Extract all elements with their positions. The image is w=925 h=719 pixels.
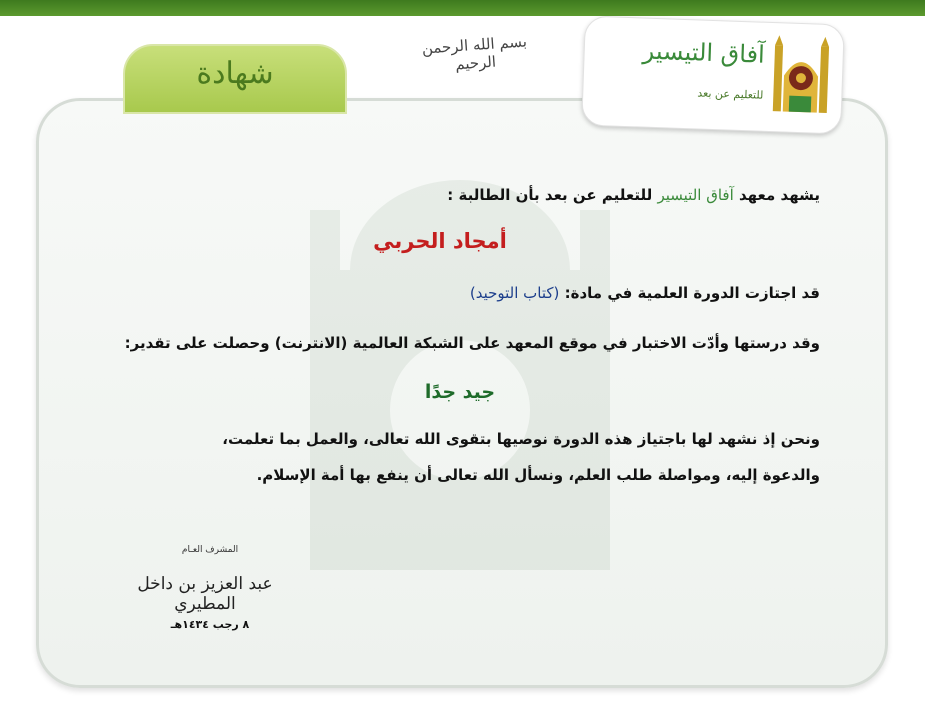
course-prefix: قد اجتازت الدورة العلمية في مادة: — [564, 284, 820, 302]
certifies-line — [60, 186, 820, 204]
student-name: أمجاد الحربي — [373, 229, 507, 253]
top-green-bar — [0, 0, 925, 16]
basmala: بسم الله الرحمن الرحيم — [421, 32, 528, 74]
signature-name: عبد العزيز بن داخل المطيري — [137, 574, 273, 614]
inline-institute-name: آفاق التيسير — [657, 186, 734, 204]
logo-tagline: للتعليم عن بعد — [697, 86, 764, 102]
course-subject: (كتاب التوحيد) — [469, 284, 560, 302]
certificate-tab — [123, 44, 347, 114]
logo-name: آفاق التيسير — [642, 36, 766, 69]
certifies-suffix: للتعليم عن بعد بأن الطالبة : — [447, 186, 653, 204]
certifies-prefix: يشهد معهد — [738, 186, 820, 204]
course-line — [60, 284, 820, 302]
signature-role: المشرف العـام — [181, 545, 239, 555]
grade: جيد جدًا — [424, 381, 496, 403]
institute-logo — [581, 15, 845, 134]
mosque-watermark — [300, 150, 620, 570]
certificate-title: شهادة — [196, 56, 274, 91]
closing-line-1: ونحن إذ نشهد لها باجتياز هذه الدورة نوصيها بتقوى الله تعالى، والعمل بما تعلمت، — [222, 430, 820, 448]
closing-line-2: والدعوة إليه، ومواصلة طلب العلم، ونسأل الله تعالى أن ينفع بها أمة الإسلام. — [256, 466, 820, 484]
exam-line: وقد درستها وأدّت الاختبار في موقع المعهد على الشبكة العالمية (الانترنت) وحصلت على تقدير: — [124, 334, 820, 352]
signature-date: ٨ رجب ١٤٣٤هـ — [170, 618, 250, 631]
mosque-emblem-icon — [771, 33, 832, 115]
